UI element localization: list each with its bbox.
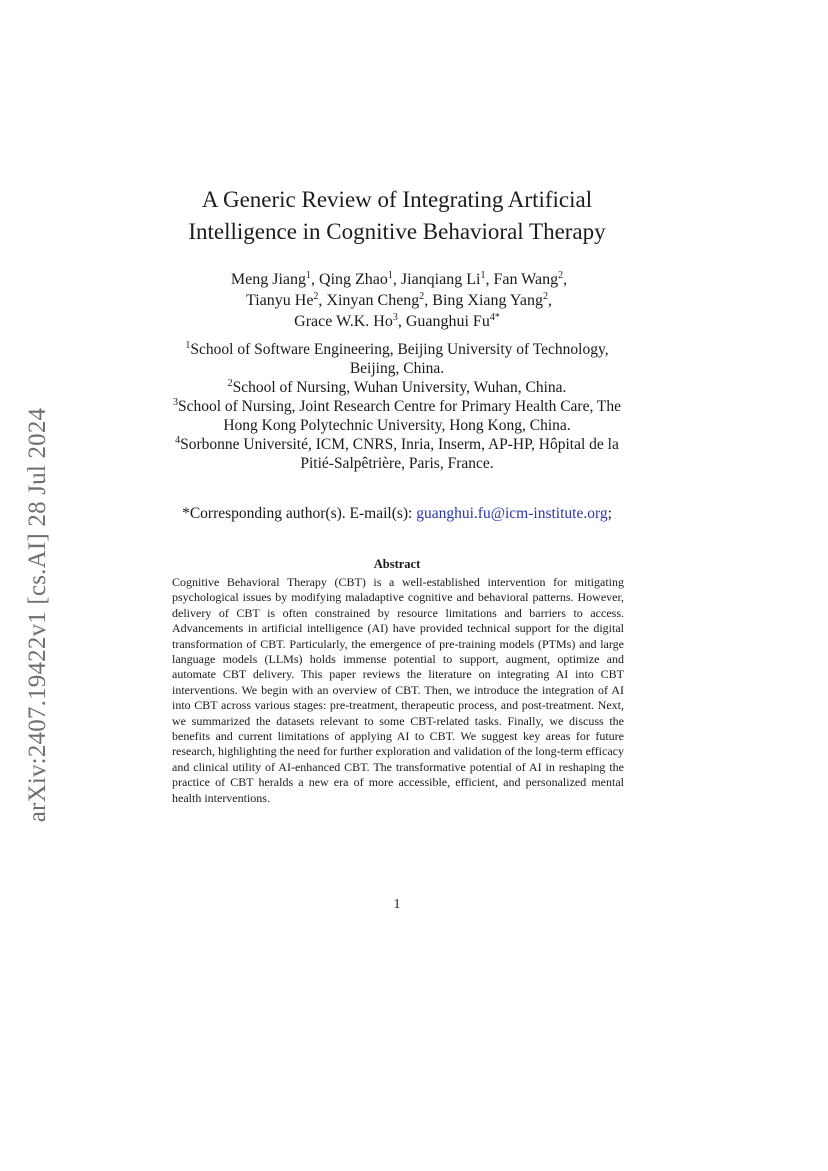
author-name — [246, 292, 318, 309]
author-name-text: Qing Zhao — [319, 271, 388, 288]
author-affiliation-mark: 2 — [313, 291, 319, 302]
author-name — [326, 292, 424, 309]
affiliation-list — [110, 340, 684, 473]
corresponding-author-line — [110, 504, 684, 524]
author-name-text: Tianyu He — [246, 292, 314, 309]
author-name — [231, 271, 311, 288]
author-affiliation-mark: 4* — [489, 312, 500, 323]
author-line: Meng Jiang$^1$, Qing Zhao$^1$, Jianqiang Li$^1$, Fan Wang$^2$, — [230, 270, 568, 288]
author-name — [493, 271, 563, 288]
affiliation-text: School of Software Engineering, Beijing University of Technology, — [190, 341, 609, 358]
author-affiliation-mark: 1 — [306, 270, 312, 281]
affiliation-text: Beijing, China. — [349, 360, 445, 377]
affiliation-mark: 3 — [172, 397, 178, 408]
author-name-text: Xinyan Cheng — [326, 292, 420, 309]
author-name-text: Fan Wang — [493, 271, 559, 288]
author-name — [432, 292, 548, 309]
affiliation-line — [110, 416, 684, 435]
affiliation-text: Hong Kong Polytechnic University, Hong Kong, China. — [223, 417, 571, 434]
affiliation-line — [110, 378, 684, 397]
affiliation-text: School of Nursing, Wuhan University, Wuhan, China. — [232, 379, 567, 396]
affiliation-line — [110, 435, 684, 454]
author-line: Grace W.K. Ho$^3$, Guanghui $Fu^{4*}$ — [294, 312, 500, 330]
author-name-text: Jianqiang Li — [400, 271, 481, 288]
author-affiliation-mark: 3 — [392, 312, 398, 323]
author-name-text: Grace W.K. Ho — [294, 313, 393, 330]
affiliation-text: Pitié-Salpêtrière, Paris, France. — [300, 455, 494, 472]
affiliation-line — [110, 397, 684, 416]
abstract-heading: Abstract — [373, 557, 421, 571]
author-name — [401, 271, 486, 288]
author-affiliation-mark: 1 — [387, 270, 393, 281]
affiliation-text: School of Nursing, Joint Research Centre for Primary Health Care, The — [177, 398, 622, 415]
author-list — [110, 269, 684, 332]
author-name-text: Meng Jiang — [230, 271, 307, 288]
arxiv-identifier-stamp: arXiv:2407.19422v1 [cs.AI] 28 Jul 2024 — [24, 407, 51, 823]
title-line: Intelligence in Cognitive Behavioral Therapy — [188, 219, 606, 244]
affiliation-mark: 4 — [175, 435, 181, 446]
author-name — [294, 313, 398, 330]
affiliation-mark: 2 — [227, 378, 233, 389]
author-name-text: Bing Xiang Yang — [432, 292, 543, 309]
affiliation-text: Sorbonne Université, ICM, CNRS, Inria, Inserm, AP-HP, Hôpital de la — [180, 436, 619, 453]
author-name-text: Guanghui Fu — [405, 313, 490, 330]
author-affiliation-mark: 2 — [542, 291, 548, 302]
author-name — [319, 271, 393, 288]
corresponding-suffix: ; — [607, 505, 612, 522]
affiliation-mark: 1 — [185, 340, 191, 351]
affiliation-line — [110, 340, 684, 359]
author-affiliation-mark: 2 — [558, 270, 564, 281]
corresponding-prefix: *Corresponding author(s). E-mail(s): — [182, 505, 417, 522]
affiliation-line — [110, 359, 684, 378]
affiliation-line — [110, 454, 684, 473]
author-affiliation-mark: 2 — [419, 291, 425, 302]
author-line: Tianyu He$^2$, Xinyan Cheng$^2$, Bing Xiang Yang$^2$, — [246, 291, 552, 309]
title-line: A Generic Review of Integrating Artificial — [201, 187, 593, 212]
paper-title — [110, 184, 684, 248]
email-link[interactable]: guanghui.fu@icm-institute.org — [416, 505, 608, 522]
abstract-text: Cognitive Behavioral Therapy (CBT) is a well-established intervention for mitigating psychological issues by modifying maladaptive cognitive and behavioral patterns. However, delivery of CBT is often constrained by resource limitations and barriers to access. Advancements in artificial intelligence (AI) have provided technical support for the digital transformation of CBT. Particularly, the emergence of pre-training models (PTMs) and large language models (LLMs) holds immense potential to support, augment, optimize and automate CBT delivery. This paper reviews the literature on integrating AI into CBT interventions. We begin with an overview of CBT. Then, we introduce the integration of AI into CBT across various stages: pre-treatment, therapeutic process, and post-treatment. Next, we summarized the datasets relevant to some CBT-related tasks. Finally, we discuss the benefits and current limitations of applying AI to CBT. We suggest key areas for future research, highlighting the need for further exploration and validation of the long-term efficacy and clinical utility of AI-enhanced CBT. The transformative potential of AI in reshaping the practice of CBT heralds a new era of more accessible, efficient, and personalized mental health interventions. — [172, 575, 624, 805]
author-affiliation-mark: 1 — [480, 270, 486, 281]
page-number: 1 — [393, 896, 401, 911]
author-name — [406, 313, 500, 330]
